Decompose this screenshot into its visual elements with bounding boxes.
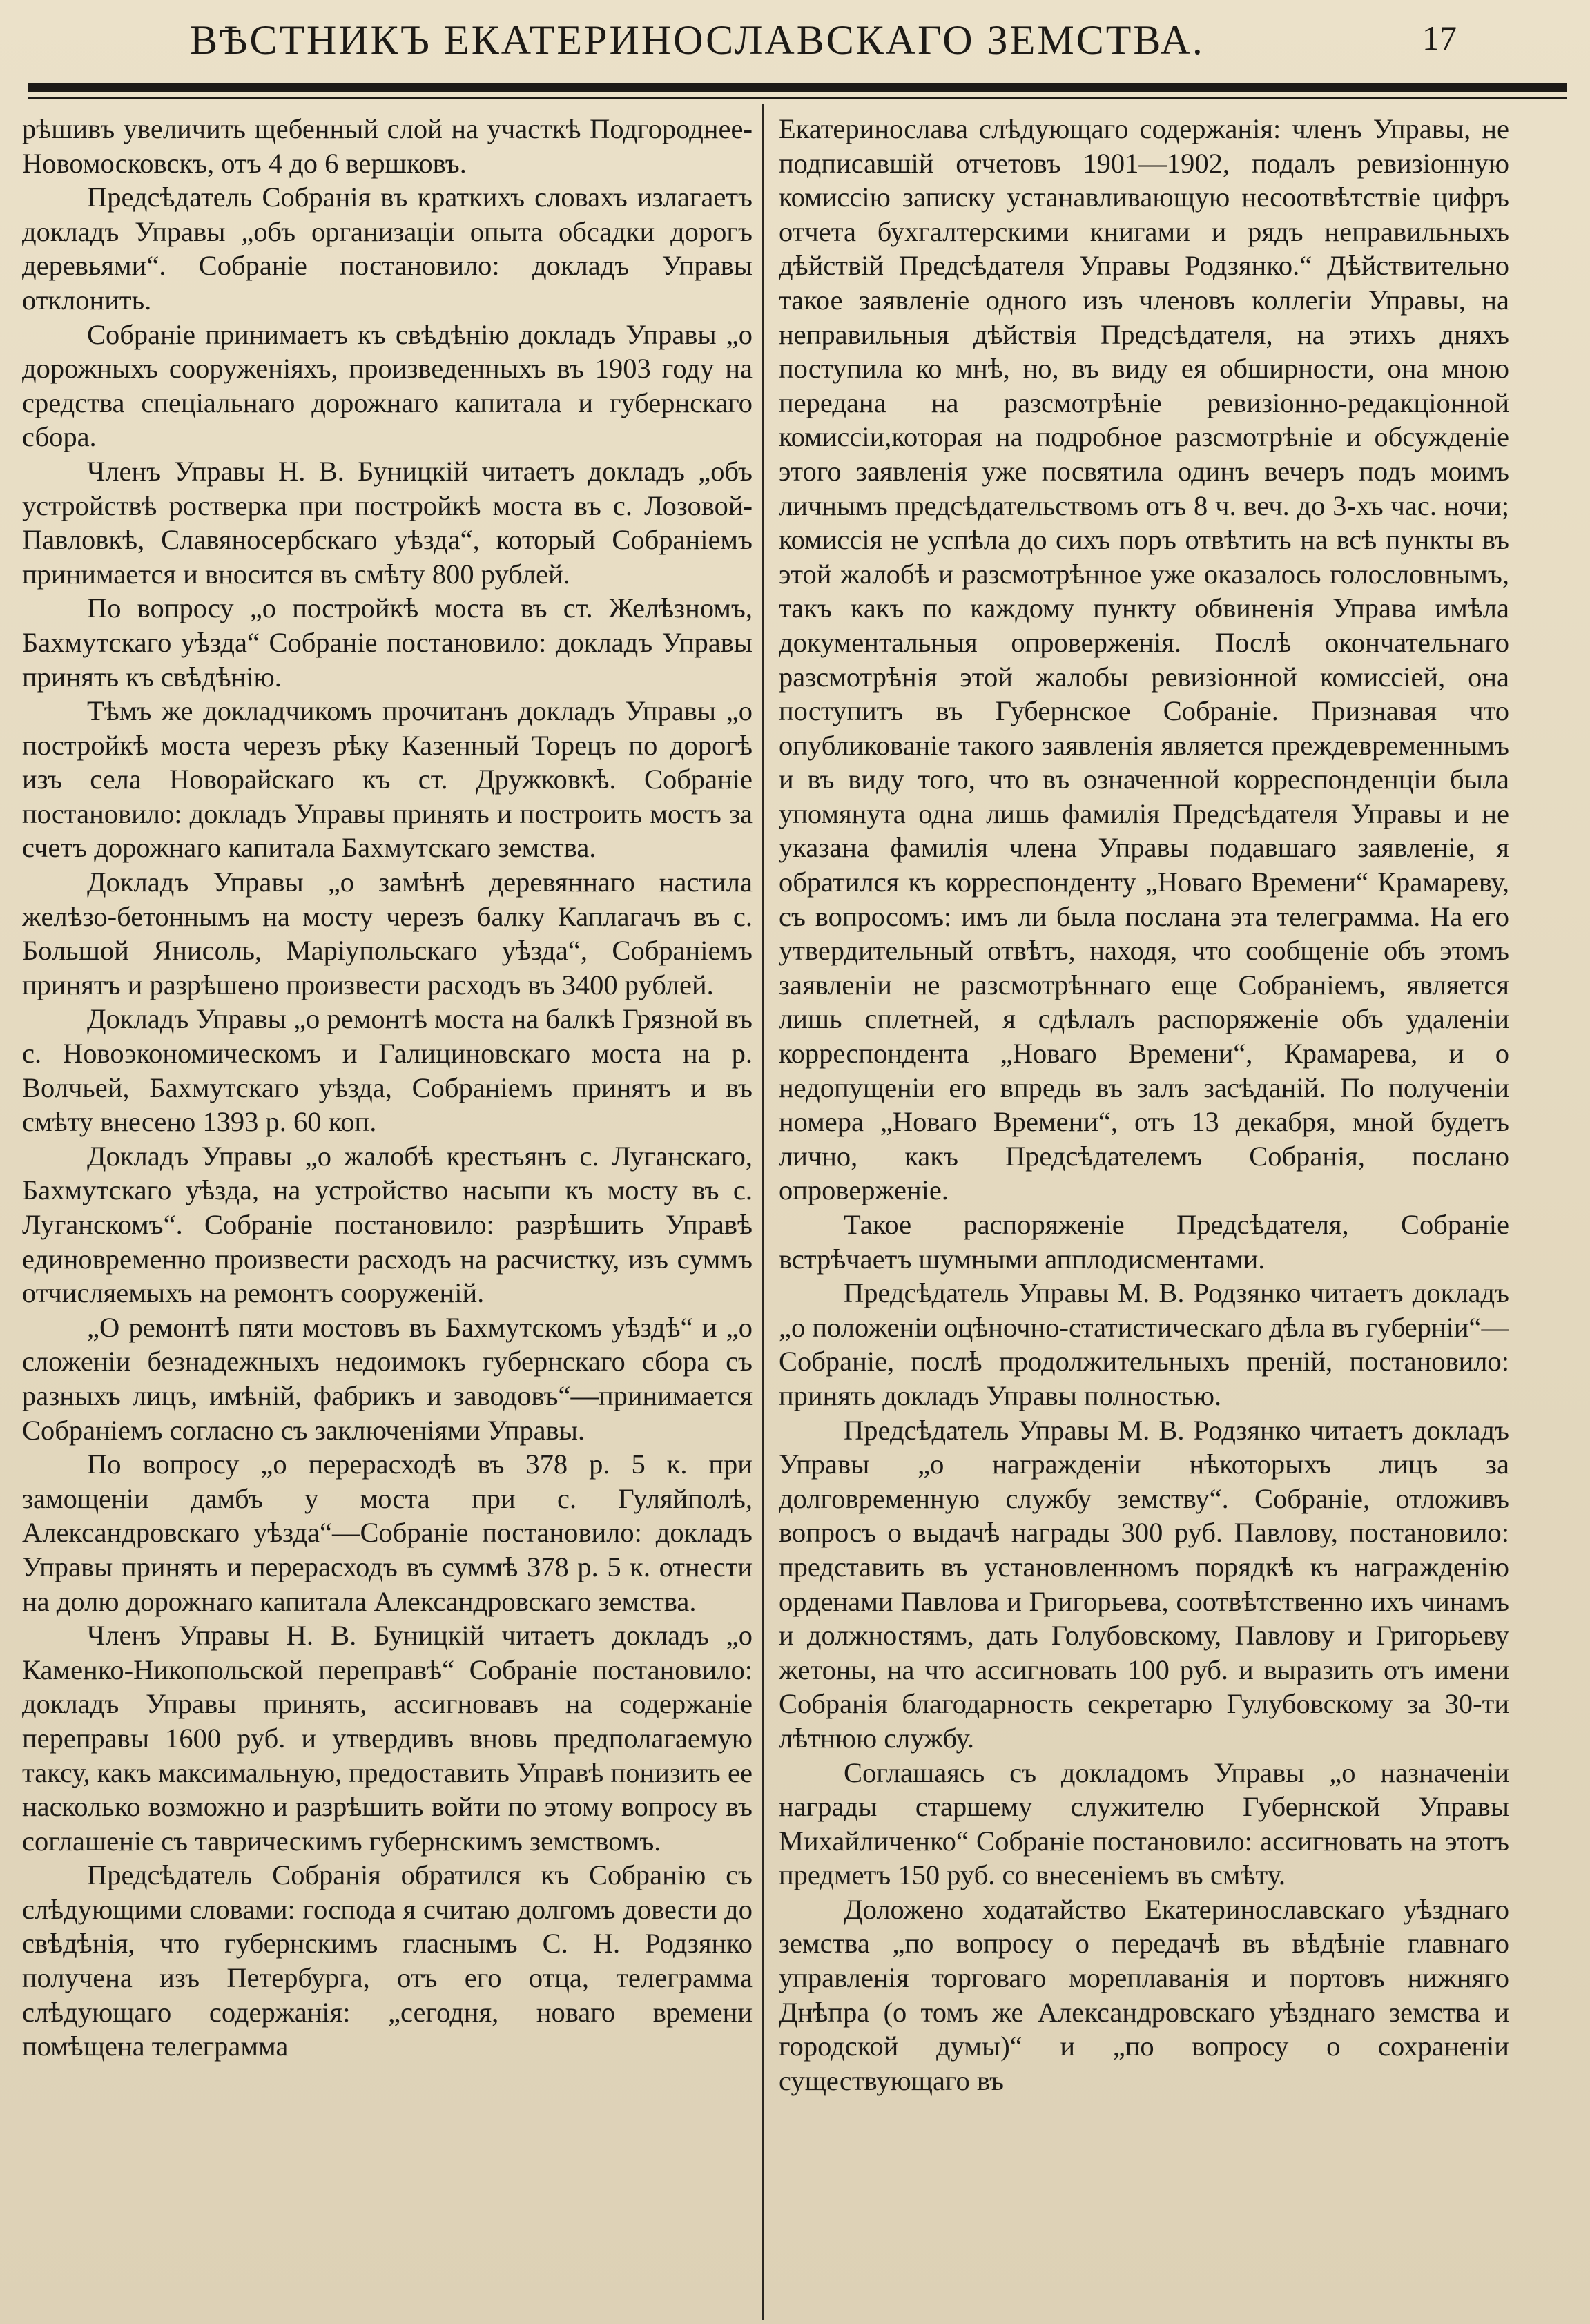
paragraph: По вопросу „о перерасходѣ въ 378 р. 5 к. при замощеніи дамбъ у моста при с. Гуляйполѣ, Александровскаго уѣзда“—Собраніе постановило: докладъ Управы принять и перерасходъ въ суммѣ 378 р. 5 к. отнести на долю дорожнаго капитала Александровскаго земства. bbox=[22, 1449, 753, 1617]
paragraph: По вопросу „о постройкѣ моста въ ст. Желѣзномъ, Бахмутскаго уѣзда“ Собраніе постановило: докладъ Управы принять къ свѣдѣнію. bbox=[22, 592, 753, 693]
paragraph: Докладъ Управы „о замѣнѣ деревяннаго настила желѣзо-бетоннымъ на мосту черезъ балку Каплагачъ въ с. Большой Янисоль, Маріупольскаго уѣзда“, Собраніемъ принятъ и разрѣшено произвести расходъ въ 3400 рублей. bbox=[22, 866, 753, 1000]
paragraph: „О ремонтѣ пяти мостовъ въ Бахмутскомъ уѣздѣ“ и „о сложеніи безнадежныхъ недоимокъ губернскаго сбора съ разныхъ лицъ, имѣній, фабрикъ и заводовъ“—принимается Собраніемъ согласно съ заключеніями Управы. bbox=[22, 1311, 753, 1446]
paragraph: Екатеринослава слѣдующаго содержанія: членъ Управы, не подписавшій отчетовъ 1901—1902, подалъ ревизіонную комиссію записку устанавливающую несоотвѣтствіе цифръ отчета бухгалтерскими книгами и рядъ неправильныхъ дѣйствій Предсѣдателя Управы Родзянко.“ Дѣйствительно такое заявленіе одного изъ членовъ коллегіи Управы, на неправильныя дѣйствія Предсѣдателя, на этихъ дняхъ поступила ко мнѣ, но, въ виду ея обширности, она мною передана на разсмотрѣніе ревизіонно-редакціонной комиссіи,которая на подробное разсмотрѣніе и обсужденіе этого заявленія уже посвятила одинъ вечеръ подъ моимъ личнымъ предсѣдательствомъ отъ 8 ч. веч. до 3-хъ час. ночи; комиссія не успѣла до сихъ поръ отвѣтить на всѣ пункты въ этой жалобѣ и разсмотрѣнное уже оказалось голословнымъ, такъ какъ по каждому пункту обвиненія Управа имѣла документальныя опроверженія. Послѣ окончательнаго разсмотрѣнія этой жалобы ревизіонной комиссіей, она поступитъ въ Губернское Собраніе. Признавая что опубликованіе такого заявленія является преждевременнымъ и въ виду того, что въ означенной корреспонденціи была упомянута одна лишь фамилія Предсѣдателя Управы и не указана фамилія члена Управы подавшаго заявленіе, я обратился къ корреспонденту „Новаго Времени“ Крамареву, съ вопросомъ: имъ ли была послана эта телеграмма. На его утвердительный отвѣтъ, находя, что сообщеніе объ этомъ заявленіи не разсмотрѣннаго еще Собраніемъ, является лишь сплетней, я сдѣлалъ распоряженіе объ удаленіи корреспондента „Новаго Времени“, Крамарева, и о недопущеніи его впредь въ залъ засѣданій. По полученіи номера „Новаго Времени“, отъ 13 декабря, мной будетъ лично, какъ Предсѣдателемъ Собранія, послано опроверженіе. bbox=[779, 113, 1509, 1206]
paragraph: Предсѣдатель Собранія въ краткихъ словахъ излагаетъ докладъ Управы „объ организаціи опыта обсадки дорогъ деревьями“. Собраніе постановило: докладъ Управы отклонить. bbox=[22, 182, 753, 316]
paragraph: Собраніе принимаетъ къ свѣдѣнію докладъ Управы „о дорожныхъ сооруженіяхъ, произведенныхъ въ 1903 году на средства спеціальнаго дорожнаго капитала и губернскаго сбора. bbox=[22, 318, 753, 453]
paragraph: Тѣмъ же докладчикомъ прочитанъ докладъ Управы „о постройкѣ моста черезъ рѣку Казенный Торецъ по дорогѣ изъ села Новорайскаго къ ст. Дружковкѣ. Собраніе постановило: докладъ Управы принять и построить мостъ за счетъ дорожнаго капитала Бахмутскаго земства. bbox=[22, 695, 753, 864]
header-rule bbox=[28, 83, 1567, 92]
paragraph: Такое распоряженіе Предсѣдателя, Собраніе встрѣчаетъ шумными апплодисментами. bbox=[779, 1209, 1509, 1275]
paragraph: Членъ Управы Н. В. Буницкій читаетъ докладъ „о Каменко-Никопольской переправѣ“ Собраніе постановило: докладъ Управы принять, ассигновавъ на содержаніе переправы 1600 руб. и утвердивъ вновь предполагаемую таксу, какъ максимальную, предоставить Управѣ понизить ее насколько возможно и разрѣшить войти по этому вопросу въ соглашеніе съ таврическимъ губернскимъ земствомъ. bbox=[22, 1620, 753, 1857]
paragraph: Доложено ходатайство Екатеринославскаго уѣзднаго земства „по вопросу о передачѣ въ вѣдѣніе главнаго управленія торговаго мореплаванія и портовъ нижняго Днѣпра (о томъ же Александровскаго уѣзднаго земства и городской думы)“ и „по вопросу о сохраненіи существующаго въ bbox=[779, 1893, 1509, 2096]
paragraph: Предсѣдатель Управы М. В. Родзянко читаетъ докладъ Управы „о награжденіи нѣкоторыхъ лицъ за долговременную службу земству“. Собраніе, отложивъ вопросъ о выдачѣ награды 300 руб. Павлову, постановило: представить въ установленномъ порядкѣ къ награжденію орденами Павлова и Григорьева, соотвѣтственно ихъ чинамъ и должностямъ, дать Голубовскому, Павлову и Григорьеву жетоны, на что ассигновать 100 руб. и выразить отъ имени Собранія благодарность секретарю Гулубовскому за 30-ти лѣтнюю службу. bbox=[779, 1414, 1509, 1754]
paragraph: Предсѣдатель Управы М. В. Родзянко читаетъ докладъ „о положеніи оцѣночно-статистическаго дѣла въ губерніи“—Собраніе, послѣ продолжительныхъ преній, постановило: принять докладъ Управы полностью. bbox=[779, 1277, 1509, 1411]
header-rule-thin bbox=[28, 97, 1567, 99]
paragraph: Предсѣдатель Собранія обратился къ Собранію съ слѣдующими словами: господа я считаю долгомъ довести до свѣдѣнія, что губернскимъ гласнымъ С. Н. Родзянко получена изъ Петербурга, отъ его отца, телеграмма слѣдующаго содержанія: „сегодня, новаго времени помѣщена телеграмма bbox=[22, 1859, 753, 2062]
page-header bbox=[21, 7, 1567, 69]
paragraph: Докладъ Управы „о ремонтѣ моста на балкѣ Грязной въ с. Новоэкономическомъ и Галициновскаго моста на р. Волчьей, Бахмутскаго уѣзда, Собраніемъ принятъ и въ смѣту внесено 1393 р. 60 коп. bbox=[22, 1003, 753, 1138]
running-title: ВѢСТНИКЪ ЕКАТЕРИНОСЛАВСКАГО ЗЕМСТВА. bbox=[190, 17, 1205, 63]
column-divider bbox=[762, 104, 764, 2320]
right-column bbox=[779, 112, 1509, 2321]
page-number: 17 bbox=[1422, 19, 1457, 57]
paragraph: рѣшивъ увеличить щебенный слой на участкѣ Подгороднее-Новомосковскъ, отъ 4 до 6 вершковъ. bbox=[22, 113, 753, 179]
paragraph: Докладъ Управы „о жалобѣ крестьянъ с. Луганскаго, Бахмутскаго уѣзда, на устройство насыпи къ мосту въ с. Луганскомъ“. Собраніе постановило: разрѣшить Управѣ единовременно произвести расходъ на расчистку, изъ суммъ отчисляемыхъ на ремонтъ сооруженій. bbox=[22, 1140, 753, 1309]
paragraph: Соглашаясь съ докладомъ Управы „о назначеніи награды старшему служителю Губернской Управы Михайличенко“ Собраніе постановило: ассигновать на этотъ предметъ 150 руб. со внесеніемъ въ смѣту. bbox=[779, 1756, 1509, 1891]
paragraph: Членъ Управы Н. В. Буницкій читаетъ докладъ „объ устройствѣ ростверка при постройкѣ моста въ с. Лозовой-Павловкѣ, Славяносербскаго уѣзда“, который Собраніемъ принимается и вносится въ смѣту 800 рублей. bbox=[22, 455, 753, 590]
left-column bbox=[22, 112, 753, 2321]
